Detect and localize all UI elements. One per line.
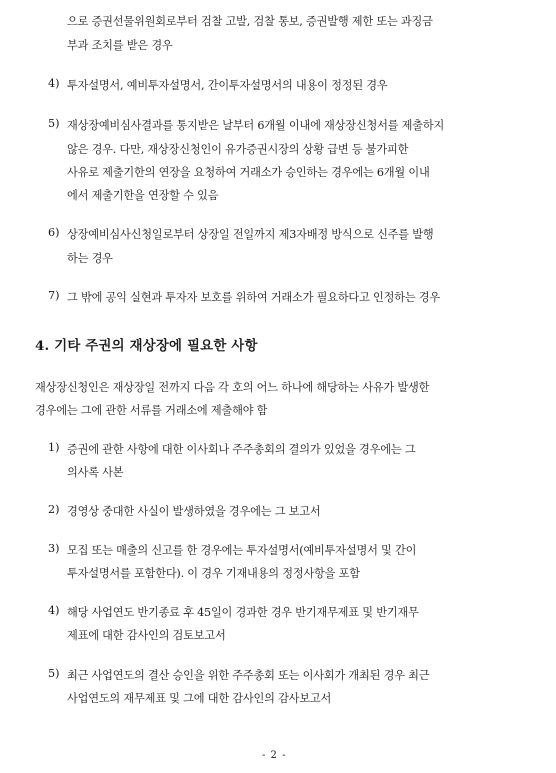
list-b-item-5-line-2: 사업연도의 재무제표 및 그에 대한 감사인의 감사보고서: [67, 692, 332, 705]
list-b-item-2-line-1: 경영상 중대한 사실이 발생하였을 경우에는 그 보고서: [67, 505, 321, 518]
list-a-item-4-line-1: 투자설명서, 예비투자설명서, 간이투자설명서의 내용이 정정된 경우: [67, 79, 388, 92]
list-b-item-5-line-1: 최근 사업연도의 결산 승인을 위한 주주총회 또는 이사회가 개최된 경우 최근: [67, 669, 430, 682]
page-number: - 2 -: [262, 750, 287, 761]
list-b-item-3-line-1: 모집 또는 매출의 신고를 한 경우에는 투자설명서(예비투자설명서 및 간이: [67, 544, 417, 557]
section-intro-line-2: 경우에는 그에 관한 서류를 거래소에 제출해야 함: [35, 404, 268, 417]
section-heading: 4. 기타 주권의 재상장에 필요한 사항: [35, 338, 258, 354]
list-b-item-2-number: 2): [48, 503, 60, 516]
list-a-item-5-number: 5): [48, 117, 60, 130]
list-b-item-1-line-1: 증권에 관한 사항에 대한 이사회나 주주총회의 결의가 있었을 경우에는 그: [67, 443, 416, 456]
prev-item-line-1: 으로 증권선물위원회로부터 검찰 고발, 검찰 통보, 증권발행 제한 또는 과징금: [67, 15, 433, 28]
section-intro-line-1: 재상장신청인은 재상장일 전까지 다음 각 호의 어느 하나에 해당하는 사유가 발생한: [35, 381, 430, 394]
list-a-item-5-line-1: 재상장예비심사결과를 통지받은 날부터 6개월 이내에 재상장신청서를 제출하지: [67, 119, 445, 132]
list-b-item-4-number: 4): [48, 604, 60, 617]
list-b-item-5-number: 5): [48, 667, 60, 680]
list-a-item-5-line-2: 않은 경우. 다만, 재상장신청인이 유가증권시장의 상황 급변 등 불가피한: [67, 143, 409, 156]
list-b-item-4-line-1: 해당 사업연도 반기종료 후 45일이 경과한 경우 반기재무제표 및 반기재무: [67, 606, 419, 619]
list-a-item-6-number: 6): [48, 226, 60, 239]
list-a-item-5-line-4: 에서 제출기한을 연장할 수 있음: [67, 189, 219, 202]
list-a-item-7-line-1: 그 밖에 공익 실현과 투자자 보호를 위하여 거래소가 필요하다고 인정하는 경우: [67, 291, 440, 304]
list-a-item-4-number: 4): [48, 77, 60, 90]
list-b-item-3-line-2: 투자설명서를 포함한다). 이 경우 기재내용의 정정사항을 포함: [67, 567, 360, 580]
list-a-item-6-line-1: 상장예비심사신청일로부터 상장일 전일까지 제3자배정 방식으로 신주를 발행: [67, 228, 434, 241]
list-a-item-5-line-3: 사유로 제출기한의 연장을 요청하여 거래소가 승인하는 경우에는 6개월 이내: [67, 166, 430, 179]
list-a-item-6-line-2: 하는 경우: [67, 252, 113, 265]
list-b-item-1-line-2: 의사록 사본: [67, 466, 124, 479]
list-b-item-3-number: 3): [48, 542, 60, 555]
prev-item-line-2: 부과 조치를 받은 경우: [67, 39, 173, 52]
list-b-item-4-line-2: 제표에 대한 감사인의 검토보고서: [67, 629, 226, 642]
list-a-item-7-number: 7): [48, 289, 60, 302]
list-b-item-1-number: 1): [48, 441, 60, 454]
